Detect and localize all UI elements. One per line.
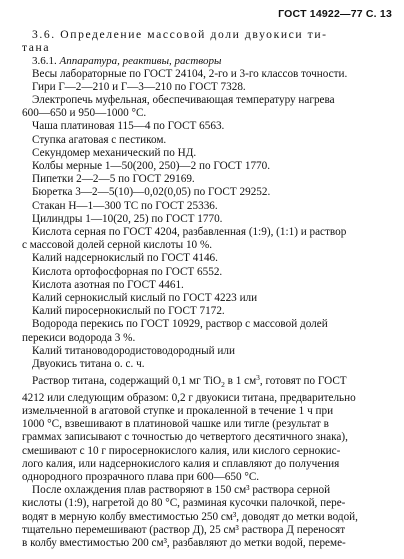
paragraph-line: лого калия, или надсернокислого калия и сплавляют до получения (22, 457, 340, 470)
text-line: с массовой долей серной кислоты 10 %. (22, 239, 213, 252)
para1-text-b: в 1 см (224, 375, 257, 388)
text-line: Пипетки 2—2—5 по ГОСТ 29169. (32, 173, 195, 186)
text-line: Кислота ортофосфорная по ГОСТ 6552. (32, 265, 223, 278)
para1-subscript: 2 (221, 380, 225, 390)
paragraph-line: 4212 или следующим образом: 0,2 г двуокиси титана, предварительно (22, 391, 356, 404)
paragraph-1-continuation (22, 392, 390, 484)
equipment-list (22, 68, 390, 372)
text-line: Стакан Н—1—300 ТС по ГОСТ 25336. (32, 199, 218, 212)
subsection-heading (22, 55, 390, 68)
text-line: Гири Г—2—210 и Г—3—210 по ГОСТ 7328. (32, 80, 246, 93)
paragraph-2 (22, 484, 390, 550)
text-line: Колбы мерные 1—50(200, 250)—2 по ГОСТ 1770. (32, 160, 271, 173)
document-body (22, 28, 390, 550)
text-line: Ступка агатовая с пестиком. (32, 133, 167, 146)
paragraph-line: смешивают с 10 г пиросернокислого калия, или кислого сернокис- (22, 444, 341, 457)
text-line: 600—650 и 950—1000 °С. (22, 107, 147, 120)
text-line: Бюретка 3—2—5(10)—0,02(0,05) по ГОСТ 29252. (32, 186, 271, 199)
page-header: ГОСТ 14922—77 С. 13 (278, 8, 392, 20)
text-line: Секундомер механический по НД. (32, 146, 197, 159)
paragraph-line: граммах записывают с точностью до четвертого десятичного знака), (22, 431, 348, 444)
text-line: Кислота серная по ГОСТ 4204, разбавленная (1:9), (1:1) и раствор (32, 226, 347, 239)
paragraph-titanium-solution (22, 371, 390, 391)
text-line: Калий сернокислый кислый по ГОСТ 4223 или (32, 292, 258, 305)
para1-text-c: , готовят по ГОСТ (259, 375, 347, 388)
text-line: Чаша платиновая 115—4 по ГОСТ 6563. (32, 120, 225, 133)
section-title-line-1: 3.6. Определение массовой доли двуокиси ти- (32, 28, 328, 41)
para1-text-a: Раствор титана, содержащий 0,1 мг TiO (32, 375, 222, 388)
text-line: Калий надсернокислый по ГОСТ 4146. (32, 252, 218, 265)
section-title (22, 28, 390, 54)
text-line: Цилиндры 1—10(20, 25) по ГОСТ 1770. (32, 212, 223, 225)
text-line: Калий титановодородистоводородный или (32, 344, 235, 357)
text-line: Двуокись титана о. с. ч. (32, 358, 145, 371)
text-line: Электропечь муфельная, обеспечивающая температуру нагрева (32, 94, 335, 106)
section-title-line-2: тана (22, 41, 51, 54)
text-line: Водорода перекись по ГОСТ 10929, раствор с массовой долей (32, 318, 328, 331)
paragraph-line: тщательно перемешивают (раствор Д), 25 см³ раствора Д переносят (22, 523, 346, 536)
paragraph-line: однородного прозрачного плава при 600—650 °С. (22, 470, 260, 483)
paragraph-line: водят в мерную колбу вместимостью 250 см³, доводят до метки водой, (22, 510, 358, 523)
text-line: Кислота азотная по ГОСТ 4461. (32, 278, 184, 291)
paragraph-line: 1000 °С, взвешивают в платиновой чашке или тигле (результат в (22, 418, 329, 431)
subsection-title: Аппаратура, реактивы, растворы (59, 55, 222, 67)
subsection-number: 3.6.1. (32, 55, 57, 67)
text-line: Калий пиросернокислый по ГОСТ 7172. (32, 305, 225, 318)
paragraph-line: кислоты (1:9), нагретой до 80 °С, разминая кусочки палочкой, пере- (22, 497, 346, 510)
paragraph-line: После охлаждения плав растворяют в 150 см³ раствора серной (32, 484, 331, 497)
text-line: перекиси водорода 3 %. (22, 331, 136, 344)
para1-superscript: 3 (256, 373, 260, 383)
paragraph-line: измельченной в агатовой ступке и прокаленной в течение 1 ч при (22, 404, 334, 417)
text-line: Весы лабораторные по ГОСТ 24104, 2-го и 3-го классов точности. (32, 67, 348, 80)
paragraph-line: в колбу вместимостью 200 см³, разбавляют до метки водой, переме- (22, 536, 346, 549)
